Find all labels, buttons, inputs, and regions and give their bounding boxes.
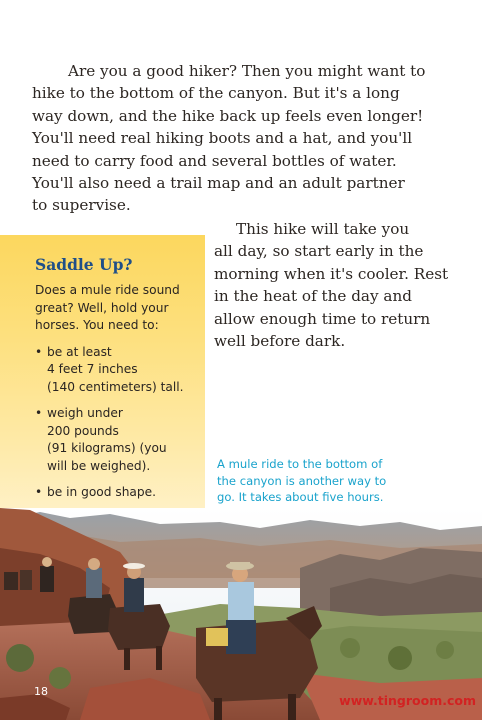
requirement-shape [35, 484, 203, 502]
paragraph-line: morning when it's cooler. Rest [214, 264, 449, 283]
bullet-line: • be in good shape. [47, 485, 157, 499]
intro-line: to supervise. [32, 196, 131, 215]
saddle-up-sidebar [0, 235, 205, 523]
intro-line: need to carry food and several bottles of water. [32, 151, 397, 170]
intro-line: You'll need real hiking boots and a hat, and you'll [32, 129, 413, 148]
caption-line: A mule ride to the bottom of [217, 457, 383, 471]
bullet-line: (140 centimeters) tall. [47, 379, 184, 394]
intro-line: Are you a good hiker? Then you might want to [68, 62, 426, 80]
intro-line: You'll also need a trail map and an adult partner [32, 174, 405, 193]
sidebar-intro-line: Does a mule ride sound [35, 283, 180, 297]
bullet-line: 4 feet 7 inches [47, 362, 138, 376]
watermark-text: www.tingroom.com [339, 693, 476, 708]
requirements-list [35, 344, 203, 502]
bullet-line: • be at least [47, 344, 112, 359]
requirement-height [35, 344, 203, 397]
sidebar-intro-line: horses. You need to: [35, 318, 159, 332]
bullet-line: • weigh under [47, 406, 123, 420]
paragraph-line: well before dark. [214, 332, 346, 351]
mule-ride-photo [0, 508, 482, 720]
requirement-weight [35, 405, 203, 475]
intro-paragraph [32, 60, 432, 217]
paragraph-line: This hike will take you [236, 220, 410, 238]
photo-caption [217, 456, 417, 506]
paragraph-line: all day, so start early in the [214, 242, 424, 261]
paragraph-line: allow enough time to return [214, 309, 431, 328]
bullet-line: (91 kilograms) (you [47, 441, 167, 455]
second-paragraph [214, 218, 464, 352]
bullet-line: 200 pounds [47, 423, 119, 438]
sidebar-title: Saddle Up? [35, 255, 133, 274]
caption-line: the canyon is another way to [217, 473, 387, 488]
intro-line: way down, and the hike back up feels even longer! [32, 106, 424, 125]
bullet-line: will be weighed). [47, 458, 151, 473]
caption-line: go. It takes about five hours. [217, 490, 384, 504]
page-number: 18 [34, 685, 48, 698]
sidebar-body [35, 282, 203, 511]
intro-line: hike to the bottom of the canyon. But it's a long [32, 84, 400, 103]
paragraph-line: in the heat of the day and [214, 287, 412, 306]
sidebar-intro-line: great? Well, hold your [35, 300, 169, 315]
